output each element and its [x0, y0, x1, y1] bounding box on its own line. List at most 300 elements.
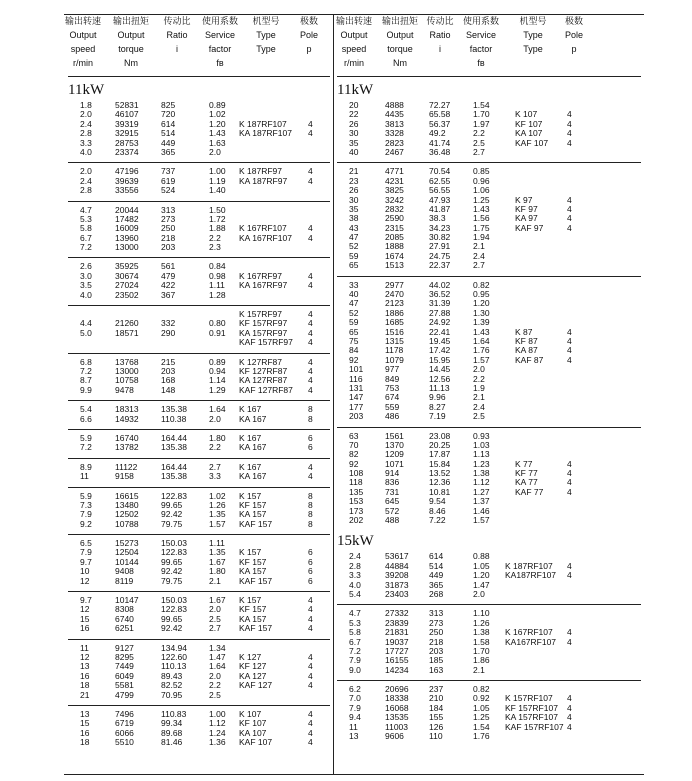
cell: 41.87	[429, 203, 451, 214]
header-sf-line: 使用系数	[201, 16, 238, 26]
cell: 163	[429, 664, 444, 675]
model-pole: 4	[567, 560, 572, 571]
cell: 514	[161, 128, 176, 139]
model-pole: 8	[308, 518, 313, 529]
table-row	[68, 243, 330, 252]
model-type: K 187RF107	[239, 118, 287, 129]
cell: 1.14	[209, 375, 226, 386]
cell: 2.6	[80, 261, 92, 272]
data-group	[68, 644, 330, 700]
cell: 11.13	[429, 382, 450, 393]
cell: 514	[429, 560, 444, 571]
cell: 479	[161, 270, 176, 281]
model-type: KF 77	[515, 468, 538, 479]
model-row	[337, 129, 641, 138]
cell: 135.38	[161, 442, 187, 453]
model-type: K 157	[239, 595, 262, 606]
power-label: 11kW	[68, 82, 105, 98]
model-list	[68, 710, 330, 748]
header-torque-line: 输出扭矩	[112, 16, 149, 26]
model-list	[68, 548, 330, 586]
model-pole: 4	[308, 595, 313, 606]
cell: 135.38	[161, 471, 187, 482]
model-type: KF 157	[239, 556, 267, 567]
model-type: KAF 87	[515, 354, 544, 365]
cell: 2.0	[209, 604, 221, 615]
cell: 79.75	[161, 575, 183, 586]
cell: 614	[161, 118, 176, 129]
group-separator	[68, 257, 330, 258]
cell: 6.7	[80, 232, 92, 243]
cell: 184	[429, 702, 444, 713]
model-pole: 4	[308, 280, 313, 291]
cell: 23502	[115, 289, 139, 300]
cell: 1.64	[473, 335, 490, 346]
cell: 7.9	[80, 509, 92, 520]
header-sf-line: fв	[216, 58, 224, 68]
model-list	[337, 328, 641, 366]
model-pole: 4	[308, 356, 313, 367]
cell: 63	[349, 430, 359, 441]
model-type: KF 107	[239, 718, 267, 729]
model-row	[68, 681, 330, 690]
cell: 0.88	[473, 551, 490, 562]
model-list	[68, 434, 330, 453]
model-type: K 167	[239, 404, 262, 415]
cell: 110.38	[161, 413, 187, 424]
cell: 16	[80, 670, 90, 681]
model-pole: 4	[308, 375, 313, 386]
cell: 147	[349, 392, 364, 403]
cell: 1.39	[473, 317, 490, 328]
cell: 367	[161, 289, 176, 300]
model-list	[68, 596, 330, 634]
model-row	[337, 328, 641, 337]
model-pole: 4	[567, 477, 572, 488]
cell: 2.0	[209, 413, 221, 424]
model-row	[337, 694, 641, 703]
cell: 2123	[385, 298, 404, 309]
cell: 488	[385, 515, 400, 526]
model-row	[68, 567, 330, 576]
cell: 3825	[385, 185, 404, 196]
table-row	[337, 233, 641, 242]
cell: 12	[80, 575, 90, 586]
table-row	[68, 291, 330, 300]
cell: 23839	[385, 617, 409, 628]
table-row	[337, 375, 641, 384]
cell: 0.96	[473, 175, 490, 186]
header-sf-line: fв	[477, 58, 485, 68]
model-row	[68, 338, 330, 347]
cell: 268	[429, 588, 444, 599]
cell: 0.92	[473, 693, 490, 704]
model-type: K 167RF107	[505, 627, 553, 638]
cell: 1.24	[209, 727, 226, 738]
cell: 1.28	[209, 289, 226, 300]
header-torque-line: Output	[117, 30, 145, 40]
table-row	[337, 261, 641, 270]
cell: 110.83	[161, 708, 187, 719]
cell: 5.4	[80, 404, 92, 415]
table-row	[68, 262, 330, 271]
data-group	[68, 358, 330, 396]
cell: 164.44	[161, 461, 187, 472]
cell: 13960	[115, 232, 139, 243]
data-group	[337, 101, 641, 157]
cell: 422	[161, 280, 176, 291]
cell: 1.12	[209, 718, 226, 729]
cell: 1.23	[473, 458, 490, 469]
model-type: K 127RF87	[239, 356, 282, 367]
model-type: K 107	[239, 708, 262, 719]
cell: 836	[385, 477, 400, 488]
power-label-2: 15kW	[337, 533, 374, 550]
header-pole-line: p	[571, 44, 577, 54]
cell: 645	[385, 496, 400, 507]
cell: 24.92	[429, 317, 451, 328]
cell: 12502	[115, 509, 139, 520]
model-pole: 6	[308, 575, 313, 586]
cell: 9.7	[80, 595, 92, 606]
cell: 59	[349, 250, 359, 261]
cell: 10.81	[429, 486, 451, 497]
cell: 2.4	[349, 551, 361, 562]
model-row	[337, 214, 641, 223]
header-sf-line: Service	[204, 30, 235, 40]
model-type: KF 107	[515, 118, 543, 129]
model-pole: 8	[308, 509, 313, 520]
model-row	[68, 272, 330, 281]
model-pole: 6	[308, 566, 313, 577]
cell: 2.1	[473, 241, 485, 252]
cell: 1.9	[473, 382, 485, 393]
center-divider	[333, 14, 334, 774]
model-pole: 4	[308, 604, 313, 615]
data-group	[68, 434, 330, 453]
group-separator	[68, 705, 330, 706]
cell: 16009	[115, 223, 139, 234]
cell: 1.00	[209, 166, 226, 177]
table-row	[337, 581, 641, 590]
cell: 52	[349, 307, 359, 318]
cell: 53617	[385, 551, 409, 562]
header-pole-line: 极数	[299, 16, 318, 26]
cell: 2.0	[80, 109, 92, 120]
cell: 1.19	[209, 175, 226, 186]
model-row	[337, 196, 641, 205]
model-list	[337, 110, 641, 148]
cell: 5.9	[80, 432, 92, 443]
cell: 237	[429, 684, 444, 695]
cell: 2.0	[80, 166, 92, 177]
model-type: KA 157	[239, 509, 267, 520]
cell: 0.94	[209, 365, 226, 376]
model-type: KF 97	[515, 203, 538, 214]
cell: 79.75	[161, 518, 183, 529]
cell: 101	[349, 364, 364, 375]
cell: 7496	[115, 708, 134, 719]
cell: 23403	[385, 588, 409, 599]
cell: 1.38	[473, 468, 490, 479]
model-type: KAF 77	[515, 486, 544, 497]
cell: 9.7	[80, 556, 92, 567]
cell: 0.93	[473, 430, 490, 441]
model-row	[337, 478, 641, 487]
model-pole: 4	[308, 175, 313, 186]
cell: 3.3	[80, 137, 92, 148]
cell: 1.46	[473, 505, 490, 516]
model-type: KA 167	[239, 413, 267, 424]
cell: 16615	[115, 490, 139, 501]
cell: 20696	[385, 684, 409, 695]
model-type: KF 87	[515, 336, 538, 347]
cell: 21	[349, 166, 359, 177]
cell: 6.5	[80, 538, 92, 549]
model-pole: 4	[308, 309, 313, 320]
data-group	[68, 405, 330, 424]
model-row	[337, 488, 641, 497]
cell: 1209	[385, 449, 404, 460]
cell: 10	[80, 566, 90, 577]
model-pole: 4	[308, 166, 313, 177]
header-sf-line: factor	[208, 44, 232, 54]
cell: 47196	[115, 166, 139, 177]
cell: 202	[349, 515, 364, 526]
cell: 313	[161, 204, 176, 215]
cell: 1.43	[473, 326, 490, 337]
cell: 1.76	[473, 731, 490, 742]
cell: 1.76	[473, 345, 490, 356]
cell: 108	[349, 468, 364, 479]
model-list	[68, 272, 330, 291]
cell: 1888	[385, 241, 404, 252]
cell: 92	[349, 458, 359, 469]
cell: 2823	[385, 137, 404, 148]
cell: 203	[161, 365, 176, 376]
data-group	[337, 685, 641, 741]
cell: 38.3	[429, 213, 446, 224]
cell: 41.74	[429, 137, 451, 148]
cell: 8295	[115, 651, 134, 662]
cell: 1.50	[209, 204, 226, 215]
cell: 1.72	[209, 213, 226, 224]
cell: 273	[429, 617, 444, 628]
group-separator	[337, 276, 641, 277]
model-pole: 4	[308, 623, 313, 634]
cell: 15273	[115, 538, 139, 549]
header-speed-line: speed	[70, 44, 96, 54]
cell: 65	[349, 260, 359, 271]
cell: 35925	[115, 261, 139, 272]
model-type: KA 187RF97	[239, 175, 288, 186]
model-row	[337, 723, 641, 732]
header-speed-line: r/min	[344, 58, 364, 68]
cell: 1.75	[473, 222, 490, 233]
cell: 84	[349, 345, 359, 356]
model-pole: 4	[567, 326, 572, 337]
cell: 33556	[115, 185, 139, 196]
model-row	[68, 653, 330, 662]
header-pole-line: Pole	[564, 30, 583, 40]
group-separator	[337, 604, 641, 605]
cell: 1.54	[473, 721, 490, 732]
model-pole: 4	[308, 737, 313, 748]
cell: 559	[385, 401, 400, 412]
model-row	[68, 729, 330, 738]
cell: 2315	[385, 222, 404, 233]
model-pole: 4	[567, 137, 572, 148]
cell: 2.8	[349, 560, 361, 571]
model-type: KA 167	[239, 471, 267, 482]
cell: 1.11	[209, 280, 225, 291]
cell: 15	[80, 613, 90, 624]
cell: 3.5	[80, 280, 92, 291]
cell: 203	[429, 645, 444, 656]
cell: 2.0	[209, 670, 221, 681]
cell: 1.38	[473, 627, 490, 638]
cell: 12	[80, 651, 90, 662]
model-row	[68, 386, 330, 395]
cell: 1.34	[209, 642, 226, 653]
cell: 7.9	[80, 547, 92, 558]
cell: 8308	[115, 604, 134, 615]
header-speed	[335, 14, 373, 70]
cell: 13768	[115, 356, 139, 367]
cell: 47	[349, 232, 359, 243]
cell: 6719	[115, 718, 134, 729]
model-type: KA 107	[515, 128, 543, 139]
cell: 1.56	[473, 213, 490, 224]
cell: 0.82	[473, 684, 490, 695]
model-row	[68, 558, 330, 567]
cell: 203	[349, 411, 364, 422]
cell: 215	[161, 356, 176, 367]
cell: 35	[349, 137, 359, 148]
model-pole: 4	[567, 570, 572, 581]
table-row	[68, 691, 330, 700]
cell: 173	[349, 505, 364, 516]
cell: 1516	[385, 326, 404, 337]
model-row	[68, 234, 330, 243]
cell: 8119	[115, 575, 134, 586]
model-type: K 187RF107	[505, 560, 553, 571]
group-separator	[68, 458, 330, 459]
header-type-line: Type	[523, 30, 543, 40]
cell: 5.3	[80, 213, 92, 224]
cell: 1.05	[473, 560, 490, 571]
cell: 110	[429, 731, 443, 742]
table-row	[68, 139, 330, 148]
model-row	[68, 405, 330, 414]
header-ratio-line: i	[176, 44, 178, 54]
cell: 18313	[115, 404, 139, 415]
header-sf	[459, 14, 503, 70]
model-row	[68, 319, 330, 328]
left-table	[64, 14, 330, 752]
data-group	[68, 539, 330, 586]
model-pole: 4	[567, 354, 572, 365]
cell: 122.83	[161, 547, 187, 558]
cell: 1315	[385, 335, 404, 346]
cell: 2.8	[80, 185, 92, 196]
header-type-line: Type	[256, 44, 276, 54]
table-row	[337, 384, 641, 393]
cell: 0.84	[209, 261, 226, 272]
model-row	[337, 356, 641, 365]
cell: 122.60	[161, 651, 187, 662]
cell: 218	[429, 636, 444, 647]
cell: 1.40	[209, 185, 226, 196]
model-pole: 4	[308, 128, 313, 139]
cell: 118	[349, 477, 363, 488]
model-pole: 6	[308, 547, 313, 558]
model-row	[68, 167, 330, 176]
model-row	[337, 460, 641, 469]
cell: 1.70	[473, 109, 490, 120]
cell: 2.5	[473, 137, 485, 148]
cell: 7.3	[80, 499, 92, 510]
cell: 27.91	[429, 241, 451, 252]
cell: 1.37	[473, 496, 490, 507]
cell: 572	[385, 505, 400, 516]
cell: 24.75	[429, 250, 451, 261]
model-row	[337, 205, 641, 214]
cell: 1.63	[209, 137, 226, 148]
cell: 0.89	[209, 100, 226, 110]
model-pole: 4	[308, 337, 313, 348]
data-group	[337, 167, 641, 270]
cell: 2.2	[209, 680, 221, 691]
header-torque	[377, 14, 423, 70]
cell: 30674	[115, 270, 139, 281]
cell: 290	[161, 327, 176, 338]
model-type: KA187RF107	[505, 570, 557, 581]
cell: 13	[80, 661, 90, 672]
header-torque	[106, 14, 156, 70]
cell: 7.0	[349, 693, 361, 704]
model-row	[68, 520, 330, 529]
table-header	[64, 14, 330, 77]
cell: 273	[161, 213, 176, 224]
model-row	[68, 662, 330, 671]
model-pole: 4	[308, 327, 313, 338]
cell: 1.26	[473, 617, 490, 628]
data-group	[68, 310, 330, 348]
cell: 13000	[115, 242, 139, 253]
model-pole: 4	[567, 194, 572, 205]
cell: 1.11	[209, 538, 225, 549]
model-type: KF 127RF87	[239, 365, 288, 376]
model-type: KA 167RF97	[239, 280, 288, 291]
model-row	[68, 501, 330, 510]
header-speed-line: Output	[340, 30, 368, 40]
cell: 2.4	[473, 401, 485, 412]
cell: 2.7	[473, 260, 485, 271]
cell: 9.0	[349, 664, 361, 675]
cell: 2.4	[80, 118, 92, 129]
cell: 135	[349, 486, 364, 497]
model-list	[337, 628, 641, 647]
cell: 2.0	[473, 588, 485, 599]
cell: 1071	[385, 458, 404, 469]
model-type: KA 77	[515, 477, 538, 488]
cell: 14932	[115, 413, 139, 424]
table-row	[68, 110, 330, 119]
cell: 2.4	[80, 175, 92, 186]
model-type: KF 157	[239, 604, 267, 615]
cell: 22.37	[429, 260, 451, 271]
